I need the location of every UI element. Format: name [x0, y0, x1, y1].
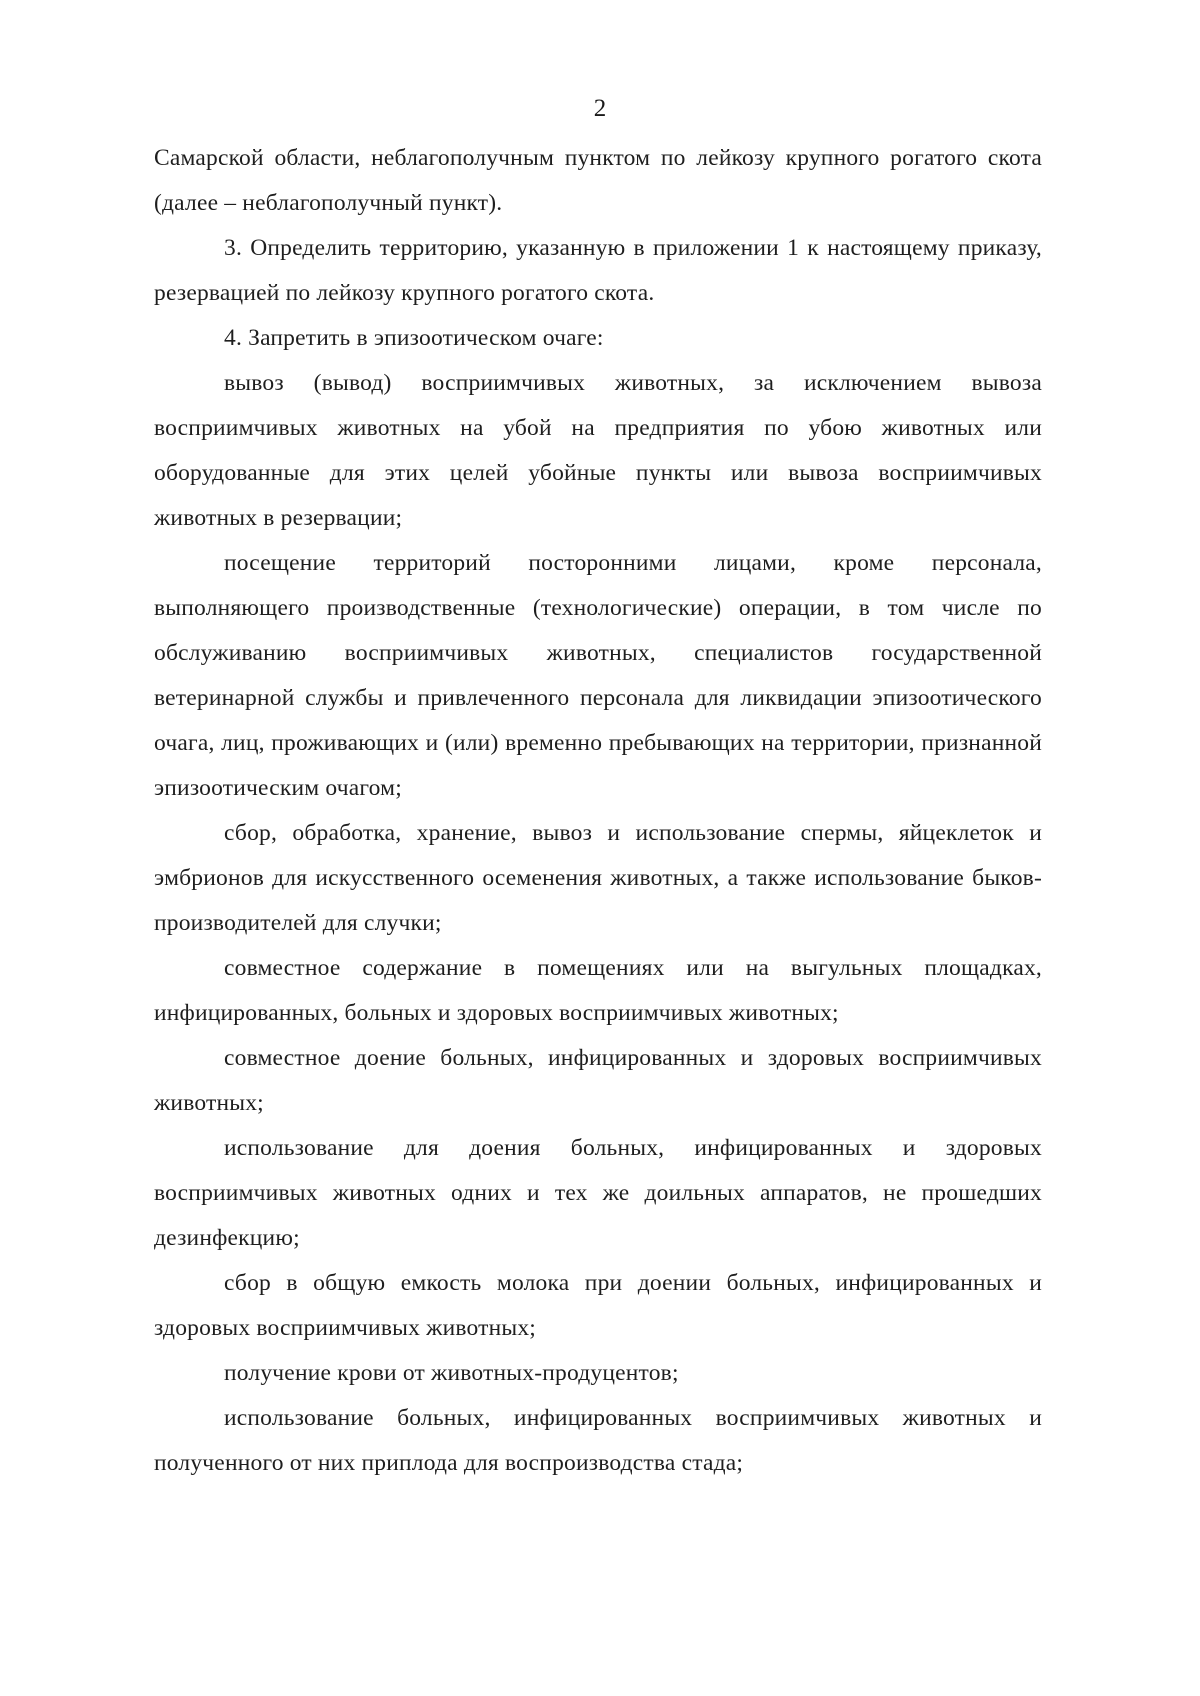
prohibition-item: совместное доение больных, инфицированных и здоровых восприимчивых животных; — [154, 1045, 1042, 1116]
document-body — [154, 136, 1042, 1486]
prohibition-item: получение крови от животных-продуцентов; — [224, 1360, 679, 1386]
paragraph-item-4: 4. Запретить в эпизоотическом очаге: — [224, 325, 604, 351]
prohibition-item: посещение территорий посторонними лицами, кроме персонала, выполняющего производственные (технологические) операции, в том числе по обслуживанию восприимчивых животных, специалистов государственной ветеринарной службы и привлеченного персонала для ликвидации эпизоотического очага, лиц, проживающих и (или) временно пребывающих на территории, признанной эпизоотическим очагом; — [154, 550, 1042, 801]
prohibition-item: сбор, обработка, хранение, вывоз и использование спермы, яйцеклеток и эмбрионов для искусственного осеменения животных, а также использование быков-производителей для случки; — [154, 820, 1042, 936]
prohibition-item: совместное содержание в помещениях или на выгульных площадках, инфицированных, больных и здоровых восприимчивых животных; — [154, 955, 1042, 1026]
prohibition-item: использование для доения больных, инфицированных и здоровых восприимчивых животных одних и тех же доильных аппаратов, не прошедших дезинфекцию; — [154, 1135, 1042, 1251]
prohibition-item: сбор в общую емкость молока при доении больных, инфицированных и здоровых восприимчивых животных; — [154, 1270, 1042, 1341]
page-number: 2 — [593, 95, 607, 122]
paragraph-item-3: 3. Определить территорию, указанную в приложении 1 к настоящему приказу, резервацией по лейкозу крупного рогатого скота. — [154, 235, 1042, 306]
prohibition-item: использование больных, инфицированных восприимчивых животных и полученного от них приплода для воспроизводства стада; — [154, 1405, 1042, 1476]
paragraph-continuation: Самарской области, неблагополучным пунктом по лейкозу крупного рогатого скота (далее – неблагополучный пункт). — [154, 145, 1042, 216]
prohibition-item: вывоз (вывод) восприимчивых животных, за исключением вывоза восприимчивых животных на убой на предприятия по убою животных или оборудованные для этих целей убойные пункты или вывоза восприимчивых животных в резервации; — [154, 370, 1042, 531]
